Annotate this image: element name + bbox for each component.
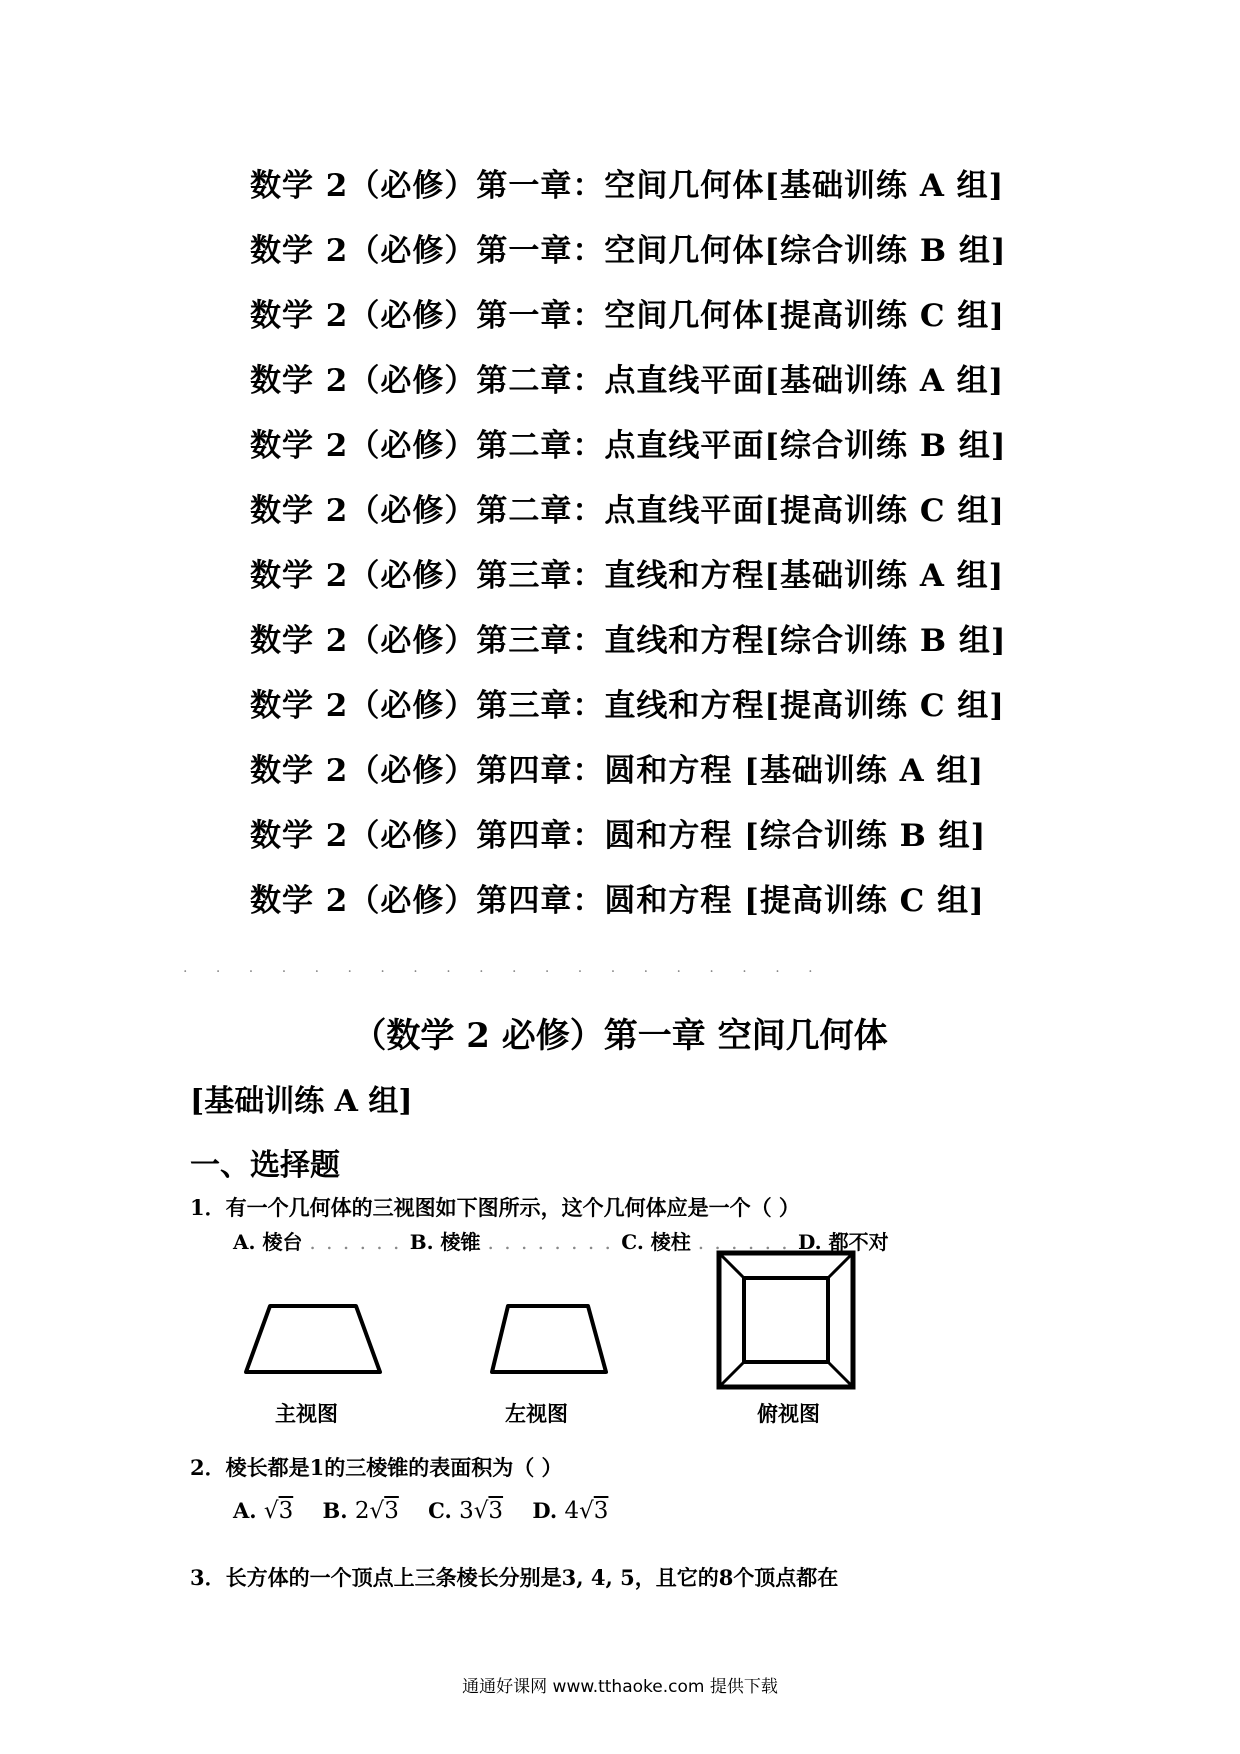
front-view-figure xyxy=(240,1300,390,1380)
section-heading: 一、选择题 xyxy=(190,1148,340,1183)
toc-item: 数学 2（必修）第一章：空间几何体[综合训练 B 组] xyxy=(250,233,1007,269)
side-view-figure xyxy=(486,1300,612,1380)
dotted-separator: . . . . . . . . . . . . . . . . . . . . xyxy=(183,960,825,976)
option-letter: A. xyxy=(233,1498,257,1523)
radicand: 3 xyxy=(488,1498,504,1524)
dot-filler: . . . . . . xyxy=(697,1230,799,1254)
question-3-text: 3．长方体的一个顶点上三条棱长分别是3, 4, 5，且它的8个顶点都在 xyxy=(190,1565,839,1590)
sqrt-expression: 3√3 xyxy=(459,1498,504,1524)
question-2-options xyxy=(233,1498,630,1524)
toc-item: 数学 2（必修）第四章：圆和方程 [综合训练 B 组] xyxy=(250,818,987,854)
toc-item: 数学 2（必修）第四章：圆和方程 [提高训练 C 组] xyxy=(250,883,985,919)
option-letter: D. xyxy=(532,1498,558,1523)
toc-item: 数学 2（必修）第一章：空间几何体[基础训练 A 组] xyxy=(250,168,1005,204)
sqrt-expression: 4√3 xyxy=(564,1498,609,1524)
option-a: A. 棱台 xyxy=(233,1230,303,1254)
option-b: B. 棱锥 xyxy=(409,1230,481,1254)
toc-item: 数学 2（必修）第三章：直线和方程[基础训练 A 组] xyxy=(250,558,1005,594)
option-letter: C. xyxy=(428,1498,452,1523)
option-d: D. 都不对 xyxy=(798,1230,889,1254)
question-1-text: 1．有一个几何体的三视图如下图所示，这个几何体应是一个（ ） xyxy=(190,1195,800,1220)
toc-item: 数学 2（必修）第四章：圆和方程 [基础训练 A 组] xyxy=(250,753,985,789)
radicand: 3 xyxy=(593,1498,609,1524)
coefficient: 3 xyxy=(459,1498,474,1524)
table-of-contents xyxy=(250,154,1010,934)
sqrt-expression: √3 xyxy=(263,1498,294,1524)
toc-item: 数学 2（必修）第二章：点直线平面[基础训练 A 组] xyxy=(250,363,1005,399)
page-footer: 通通好课网 www.tthaoke.com 提供下载 xyxy=(462,1677,778,1697)
toc-item: 数学 2（必修）第三章：直线和方程[提高训练 C 组] xyxy=(250,688,1005,724)
option-d xyxy=(532,1498,608,1524)
toc-item: 数学 2（必修）第二章：点直线平面[提高训练 C 组] xyxy=(250,493,1005,529)
question-2-text: 2．棱长都是1的三棱锥的表面积为（ ） xyxy=(190,1455,563,1480)
coefficient: 4 xyxy=(564,1498,580,1524)
top-view-figure xyxy=(716,1250,856,1390)
dot-filler: . . . . . . . . xyxy=(487,1230,622,1254)
top-view-label: 俯视图 xyxy=(757,1401,820,1426)
option-b xyxy=(323,1498,399,1524)
radicand: 3 xyxy=(384,1498,399,1524)
sqrt-expression: 2√3 xyxy=(354,1498,399,1524)
chapter-title: （数学 2 必修）第一章 空间几何体 xyxy=(352,1016,888,1056)
toc-item: 数学 2（必修）第三章：直线和方程[综合训练 B 组] xyxy=(250,623,1007,659)
option-c: C. 棱柱 xyxy=(621,1230,691,1254)
option-a xyxy=(233,1498,293,1524)
toc-item: 数学 2（必修）第二章：点直线平面[综合训练 B 组] xyxy=(250,428,1007,464)
option-c xyxy=(428,1498,503,1524)
toc-item: 数学 2（必修）第一章：空间几何体[提高训练 C 组] xyxy=(250,298,1005,334)
dot-filler: . . . . . . xyxy=(309,1230,410,1254)
side-view-label: 左视图 xyxy=(505,1401,568,1426)
coefficient: 2 xyxy=(354,1498,370,1524)
radicand: 3 xyxy=(278,1498,294,1524)
group-label: [基础训练 A 组] xyxy=(190,1084,413,1119)
option-letter: B. xyxy=(322,1498,348,1523)
front-view-label: 主视图 xyxy=(275,1401,338,1426)
